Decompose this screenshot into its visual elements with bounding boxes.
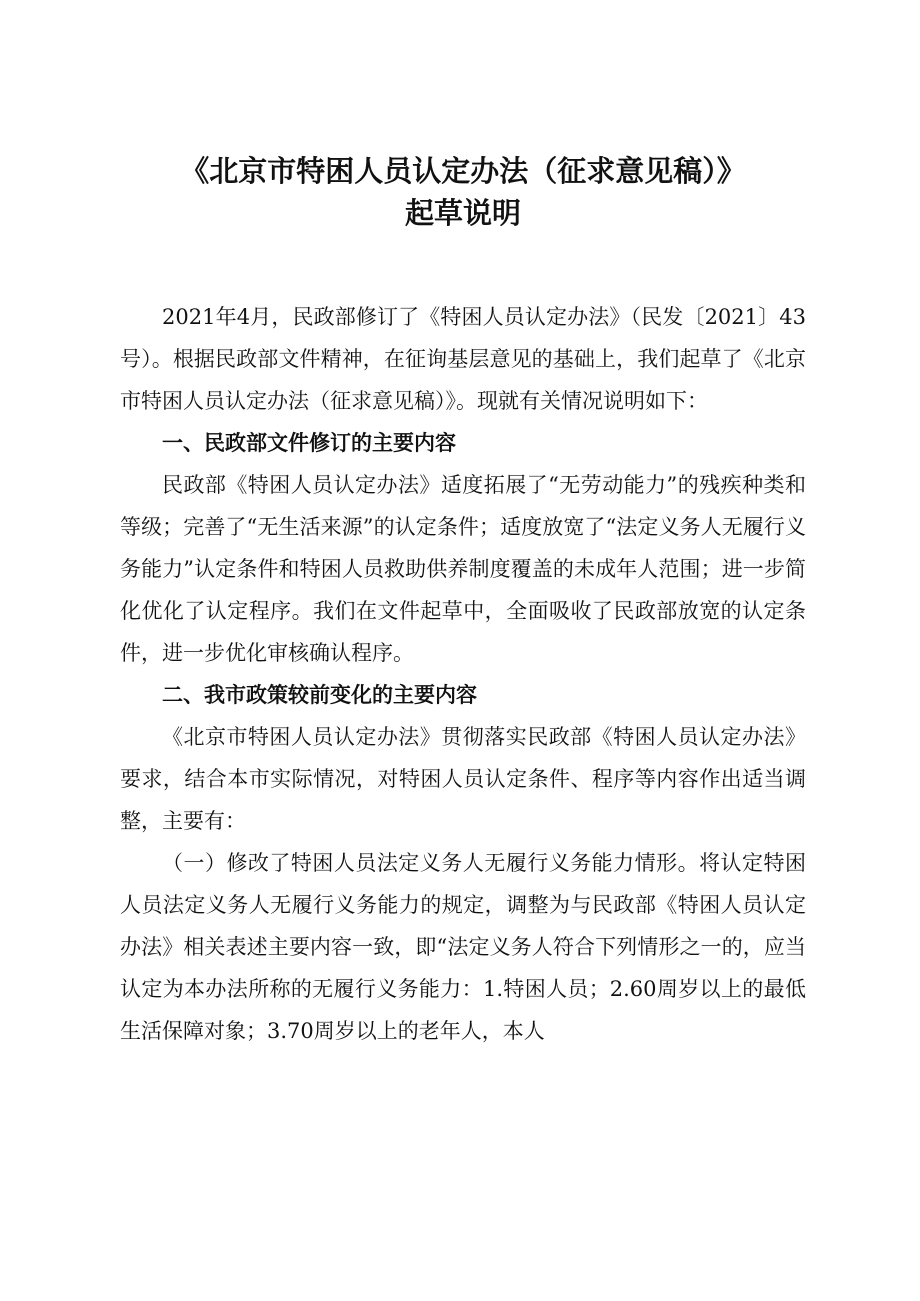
section-heading-1: 一、民政部文件修订的主要内容 — [162, 431, 456, 455]
section-2-paragraph: 《北京市特困人员认定办法》贯彻落实民政部《特困人员认定办法》要求，结合本市实际情况，对特困人员认定条件、程序等内容作出适当调整，主要有： — [120, 725, 806, 833]
section-heading-2: 二、我市政策较前变化的主要内容 — [162, 683, 477, 707]
title-line-1: 《北京市特困人员认定办法（征求意见稿）》 — [180, 154, 746, 188]
document-title — [120, 150, 806, 234]
section-2-item-1-paragraph: （一）修改了特困人员法定义务人无履行义务能力情形。将认定特困人员法定义务人无履行义务能力的规定，调整为与民政部《特困人员认定办法》相关表述主要内容一致，即“法定义务人符合下列情形之一的，应当认定为本办法所称的无履行义务能力：1.特困人员；2.60周岁以上的最低生活保障对象；3.70周岁以上的老年人，本人 — [120, 851, 806, 1043]
document-body — [120, 296, 806, 1052]
title-line-2: 起草说明 — [404, 196, 521, 230]
intro-paragraph: 2021年4月，民政部修订了《特困人员认定办法》（民发〔2021〕43号）。根据民政部文件精神，在征询基层意见的基础上，我们起草了《北京市特困人员认定办法（征求意见稿）》。现就有关情况说明如下： — [120, 305, 806, 413]
section-1-paragraph: 民政部《特困人员认定办法》适度拓展了“无劳动能力”的残疾种类和等级；完善了“无生活来源”的认定条件；适度放宽了“法定义务人无履行义务能力”认定条件和特困人员救助供养制度覆盖的未成年人范围；进一步简化优化了认定程序。我们在文件起草中，全面吸收了民政部放宽的认定条件，进一步优化审核确认程序。 — [120, 473, 806, 665]
